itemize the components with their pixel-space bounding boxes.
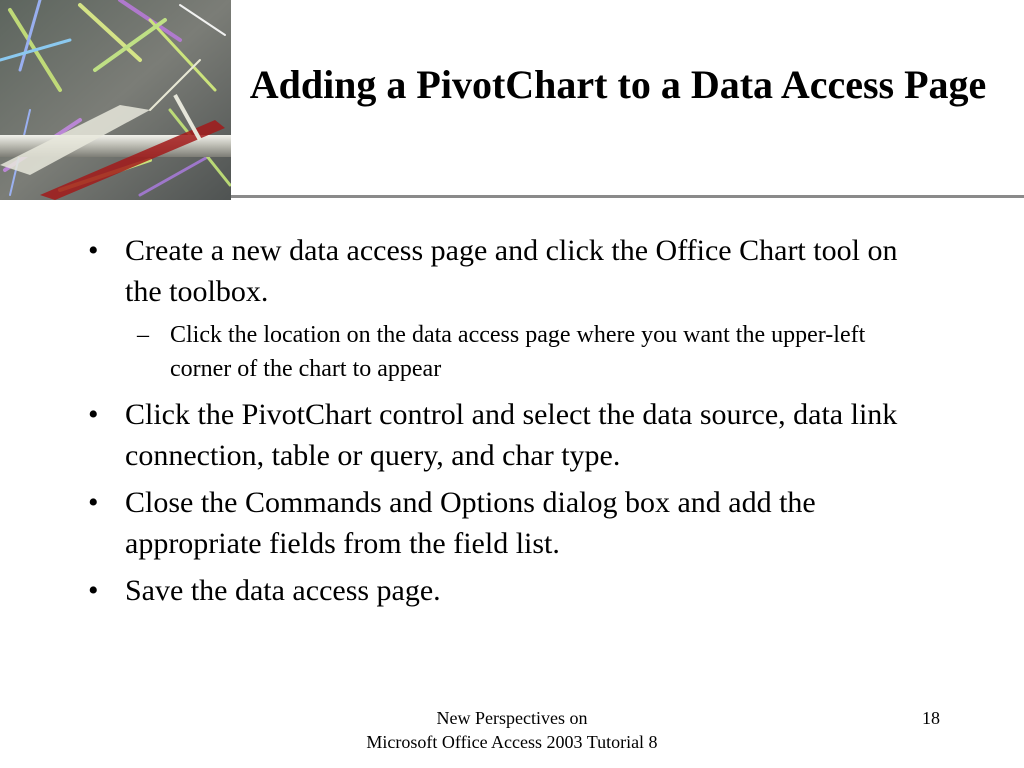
footer-line-2: Microsoft Office Access 2003 Tutorial 8 (366, 732, 658, 752)
bullet-item (88, 230, 918, 312)
bullet-item (88, 394, 918, 476)
bullet-list (88, 230, 918, 617)
sub-bullet-item (88, 318, 918, 386)
bullet-marker: • (88, 486, 99, 519)
page-number: 18 (922, 708, 940, 728)
bullet-marker: • (88, 574, 99, 607)
sub-bullet-text: Click the location on the data access page where you want the upper-left corner of the chart to appear (170, 322, 866, 382)
bullet-marker: • (88, 234, 99, 267)
bullet-text: Click the PivotChart control and select the data source, data link connection, table or query, and char type. (125, 398, 898, 472)
bullet-text: Close the Commands and Options dialog box and add the appropriate fields from the field list. (125, 486, 816, 560)
sub-bullet-marker: – (137, 322, 149, 348)
footer-caption (312, 706, 712, 754)
slide-title: Adding a PivotChart to a Data Access Page (249, 62, 987, 107)
bullet-item (88, 570, 918, 611)
bullet-text: Save the data access page. (125, 574, 441, 607)
decorative-corner-photo (0, 0, 231, 200)
bullet-text: Create a new data access page and click the Office Chart tool on the toolbox. (125, 234, 898, 308)
bullet-marker: • (88, 398, 99, 431)
footer-line-1: New Perspectives on (436, 708, 588, 728)
bullet-item (88, 482, 918, 564)
title-divider (231, 195, 1024, 198)
